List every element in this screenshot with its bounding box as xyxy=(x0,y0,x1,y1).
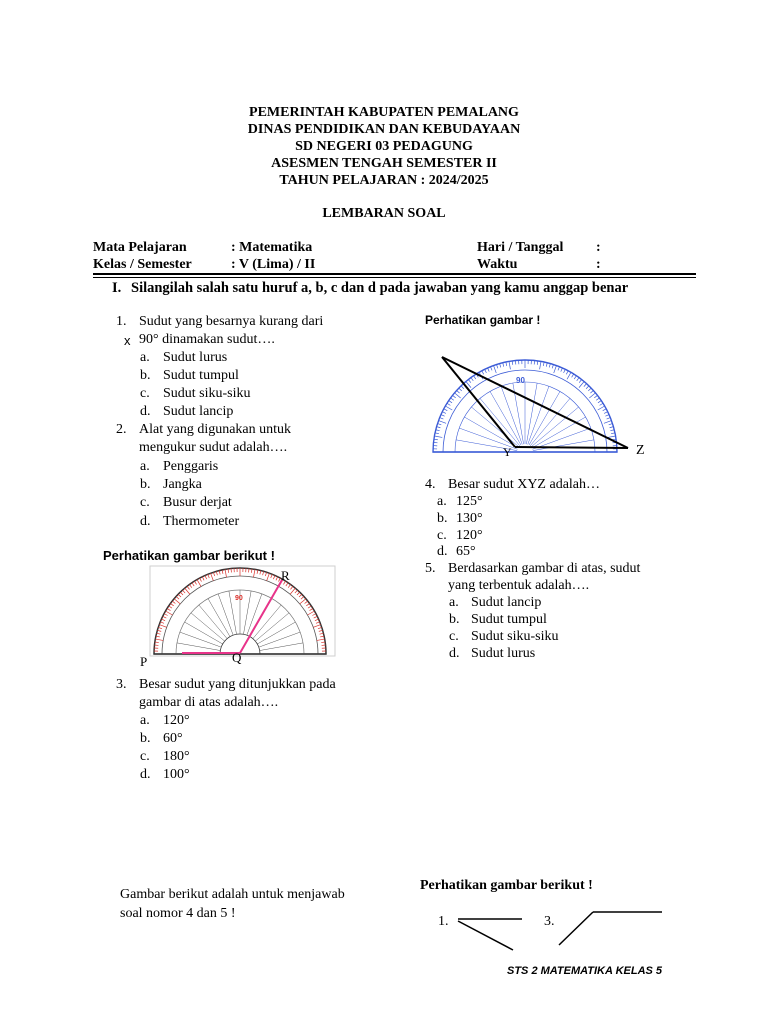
label-z: Z xyxy=(636,443,645,458)
protractor-90-label: 90 xyxy=(235,595,243,602)
q3-option-b[interactable]: 60° xyxy=(163,731,183,746)
q4-option-d-letter[interactable]: d. xyxy=(437,544,448,559)
q4-text-line1: Besar sudut XYZ adalah… xyxy=(448,477,601,492)
header-line-5: TAHUN PELAJARAN : 2024/2025 xyxy=(279,173,489,188)
time-label: Waktu xyxy=(477,257,518,272)
q1-option-a-letter[interactable]: a. xyxy=(140,350,150,365)
q4-option-c-letter[interactable]: c. xyxy=(437,528,447,543)
q5-option-a-letter[interactable]: a. xyxy=(449,595,459,610)
header-rule-thick xyxy=(93,273,696,275)
q3-option-a-letter[interactable]: a. xyxy=(140,713,150,728)
section-number: I. xyxy=(112,280,122,296)
bottom-right-caption: Perhatikan gambar berikut ! xyxy=(420,878,593,893)
label-p: P xyxy=(140,654,148,669)
q5-text-line1: Berdasarkan gambar di atas, sudut xyxy=(448,561,641,576)
protractor-90-label: 90 xyxy=(516,376,525,385)
bottom-note-line1: Gambar berikut adalah untuk menjawab xyxy=(120,887,345,902)
class-value: : V (Lima) / II xyxy=(231,257,316,272)
q3-number: 3. xyxy=(116,677,127,692)
q1-option-b[interactable]: Sudut tumpul xyxy=(163,368,239,383)
q2-option-b-letter[interactable]: b. xyxy=(140,477,151,492)
q4-option-c[interactable]: 120° xyxy=(456,528,483,543)
q5-option-d-letter[interactable]: d. xyxy=(449,646,460,661)
q2-option-d-letter[interactable]: d. xyxy=(140,514,151,529)
section-instruction: Silangilah salah satu huruf a, b, c dan d pada jawaban yang kamu anggap benar xyxy=(131,280,629,296)
label-q: Q xyxy=(232,650,242,665)
q3-option-b-letter[interactable]: b. xyxy=(140,731,151,746)
header-line-4: ASESMEN TENGAH SEMESTER II xyxy=(271,156,497,171)
day-label: Hari / Tanggal xyxy=(477,240,564,255)
figure-left-caption: Perhatikan gambar berikut ! xyxy=(103,548,275,563)
q1-marker: x xyxy=(124,333,131,348)
q4-option-a-letter[interactable]: a. xyxy=(437,494,447,509)
q5-option-b-letter[interactable]: b. xyxy=(449,612,460,627)
q4-option-b-letter[interactable]: b. xyxy=(437,511,448,526)
q1-number: 1. xyxy=(116,314,127,329)
figure-right-protractor xyxy=(425,352,635,458)
footer-text: STS 2 MATEMATIKA KELAS 5 xyxy=(507,965,663,977)
q1-option-b-letter[interactable]: b. xyxy=(140,368,151,383)
q5-option-a[interactable]: Sudut lancip xyxy=(471,595,542,610)
q3-text-line1: Besar sudut yang ditunjukkan pada xyxy=(139,677,336,692)
q4-number: 4. xyxy=(425,477,436,492)
q5-text-line2: yang terbentuk adalah…. xyxy=(448,578,590,593)
header-rule-thin xyxy=(93,277,696,278)
q1-option-d-letter[interactable]: d. xyxy=(140,404,151,419)
q2-option-c[interactable]: Busur derjat xyxy=(163,495,232,510)
q3-option-d-letter[interactable]: d. xyxy=(140,767,151,782)
ray-yz xyxy=(515,447,628,448)
q4-option-b[interactable]: 130° xyxy=(456,511,483,526)
q2-option-c-letter[interactable]: c. xyxy=(140,495,150,510)
q4-option-a[interactable]: 125° xyxy=(456,494,483,509)
angle-3-label: 3. xyxy=(544,914,555,929)
q2-text-line1: Alat yang digunakan untuk xyxy=(139,422,292,437)
q3-option-c[interactable]: 180° xyxy=(163,749,190,764)
header-line-1: PEMERINTAH KABUPATEN PEMALANG xyxy=(249,105,519,120)
time-value: : xyxy=(596,257,601,272)
angle-3-ray-bottom xyxy=(559,912,593,945)
q2-text-line2: mengukur sudut adalah…. xyxy=(139,440,288,455)
label-r: R xyxy=(281,568,290,583)
q2-option-b[interactable]: Jangka xyxy=(163,477,202,492)
q5-option-c-letter[interactable]: c. xyxy=(449,629,459,644)
q2-option-d[interactable]: Thermometer xyxy=(163,514,240,529)
q5-option-c[interactable]: Sudut siku-siku xyxy=(471,629,559,644)
sheet-title: LEMBARAN SOAL xyxy=(322,206,446,221)
q1-option-a[interactable]: Sudut lurus xyxy=(163,350,228,365)
q1-option-c-letter[interactable]: c. xyxy=(140,386,150,401)
header-line-2: DINAS PENDIDIKAN DAN KEBUDAYAAN xyxy=(247,122,521,137)
q1-text-line2: 90° dinamakan sudut…. xyxy=(139,332,275,347)
class-label: Kelas / Semester xyxy=(93,257,192,272)
angle-1-ray-bottom xyxy=(458,921,513,950)
label-y: Y xyxy=(503,445,512,459)
q3-text-line2: gambar di atas adalah…. xyxy=(139,695,279,710)
q2-number: 2. xyxy=(116,422,127,437)
angle-1-label: 1. xyxy=(438,914,449,929)
q5-option-d[interactable]: Sudut lurus xyxy=(471,646,536,661)
q3-option-c-letter[interactable]: c. xyxy=(140,749,150,764)
q1-option-d[interactable]: Sudut lancip xyxy=(163,404,234,419)
q2-option-a-letter[interactable]: a. xyxy=(140,459,150,474)
q4-option-d[interactable]: 65° xyxy=(456,544,476,559)
q5-option-b[interactable]: Sudut tumpul xyxy=(471,612,547,627)
subject-label: Mata Pelajaran xyxy=(93,240,187,255)
q1-text-line1: Sudut yang besarnya kurang dari xyxy=(139,314,324,329)
q5-number: 5. xyxy=(425,561,436,576)
subject-value: : Matematika xyxy=(231,240,313,255)
day-value: : xyxy=(596,240,601,255)
bottom-angle-shapes xyxy=(455,905,670,955)
q3-option-d[interactable]: 100° xyxy=(163,767,190,782)
bottom-note-line2: soal nomor 4 dan 5 ! xyxy=(120,906,236,921)
header-line-3: SD NEGERI 03 PEDAGUNG xyxy=(295,139,473,154)
q2-option-a[interactable]: Penggaris xyxy=(163,459,219,474)
q3-option-a[interactable]: 120° xyxy=(163,713,190,728)
figure-right-caption: Perhatikan gambar ! xyxy=(425,313,541,327)
q1-option-c[interactable]: Sudut siku-siku xyxy=(163,386,251,401)
